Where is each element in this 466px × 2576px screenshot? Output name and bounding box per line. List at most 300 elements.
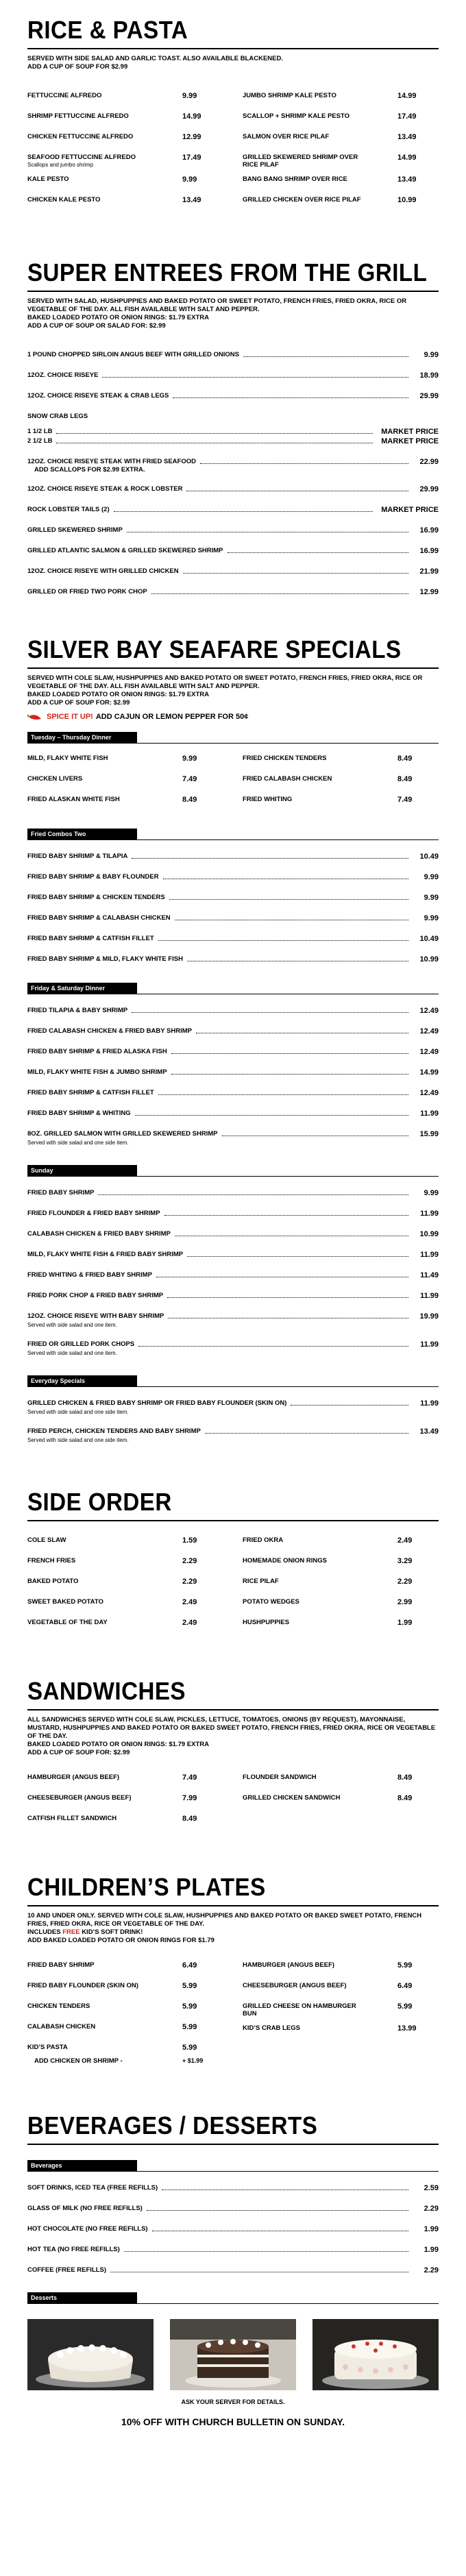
title-rule: [27, 667, 439, 669]
item-name: [27, 775, 147, 783]
section-description: 10 AND UNDER ONLY. SERVED WITH COLE SLAW, HUSHPUPPIES AND BAKED POTATO OR BAKED SWEET POTATO, FRENCH FRIES, FRIED OKRA, RICE OR VEGETABLE OF THE DAY.: [27, 1912, 422, 1928]
item-name: [27, 1340, 134, 1358]
item-name-text: GRILLED ATLANTIC SALMON & GRILLED SKEWERED SHRIMP: [27, 547, 223, 554]
drink-text: KID’S SOFT DRINK!: [82, 1928, 143, 1936]
item-price: 9.99: [424, 873, 439, 881]
section-description: ALL SANDWICHES SERVED WITH COLE SLAW, PICKLES, LETTUCE, TOMATOES, ONIONS (BY REQUEST), MAYONNAISE, MUSTARD, HUSHPUPPIES AND BAKED POTATO OR BAKED SWEET POTATO, FRENCH FRIES, FRIED OKRA, RICE OR VEGETABLE OF THE DAY.: [27, 1716, 436, 1740]
menu-column-items: [27, 1961, 223, 2064]
dot-leader: [169, 894, 408, 900]
item-name: [27, 154, 147, 169]
item-name: [243, 1619, 363, 1626]
item-price: 22.99: [419, 458, 439, 466]
item-name: [243, 112, 363, 120]
item-name-text: FRIED BABY SHRIMP: [27, 1189, 95, 1197]
dot-leader: [243, 351, 408, 357]
side-order-section: [27, 1488, 439, 1639]
item-name-text: HOMEMADE ONION RINGS: [243, 1557, 327, 1565]
item-name: [27, 2023, 147, 2031]
menu-item: [27, 1109, 439, 1119]
item-name: [243, 796, 363, 803]
item-note: Served with side salad and one side item.: [27, 1437, 129, 1443]
section-description: BAKED LOADED POTATO OR ONION RINGS: $1.79 EXTRA: [27, 691, 209, 698]
item-price: 8.49: [397, 755, 413, 763]
item-price: 10.99: [419, 955, 439, 964]
item-name-text: FRIED BABY SHRIMP & CHICKEN TENDERS: [27, 894, 165, 901]
item-price: 10.99: [397, 196, 417, 204]
menu-item: [27, 1399, 439, 1416]
menu-item: [27, 1007, 439, 1016]
item-name: [27, 2002, 147, 2010]
item-name: [27, 2044, 147, 2051]
menu-item: [27, 2225, 439, 2235]
item-price: 7.99: [182, 1794, 197, 1802]
item-name-text: FRIED TILAPIA & BABY SHRIMP: [27, 1007, 128, 1014]
item-price: 16.99: [419, 547, 439, 555]
item-name-text: GRILLED CHICKEN & FRIED BABY SHRIMP OR FRIED BABY FLOUNDER (SKIN ON): [27, 1399, 287, 1407]
menu-item: [27, 914, 439, 924]
menu-item: [27, 526, 439, 536]
menu-grid: [27, 1536, 439, 1639]
menu-item: [27, 92, 223, 106]
menu-item: [243, 1536, 439, 1550]
item-price: 2.49: [182, 1619, 197, 1627]
item-price: MARKET PRICE: [381, 437, 439, 445]
item-name: [243, 1578, 363, 1585]
menu-column-left: [27, 755, 223, 816]
item-name-text: KID’S PASTA: [27, 2044, 68, 2051]
menu-item: [27, 1189, 439, 1199]
item-name-text: FRENCH FRIES: [27, 1557, 76, 1565]
menu-item: [27, 1427, 439, 1445]
item-name-text: KALE PESTO: [27, 175, 69, 183]
menu-item: [27, 1982, 223, 1996]
item-name-text: SOFT DRINKS, ICED TEA (FREE REFILLS): [27, 2184, 158, 2192]
item-name: [27, 755, 147, 762]
item-price: 11.99: [420, 1292, 439, 1300]
item-name: [243, 1961, 363, 1969]
item-name-text: VEGETABLE OF THE DAY: [27, 1619, 108, 1626]
section-description: ADD A CUP OF SOUP FOR: $2.99: [27, 699, 130, 707]
item-name: [243, 154, 363, 169]
menu-column-left: [27, 92, 223, 217]
menu-item: [27, 935, 439, 944]
item-name-text: SHRIMP FETTUCCINE ALFREDO: [27, 112, 129, 120]
label-rule: [27, 743, 439, 744]
menu-list: [27, 2184, 439, 2276]
item-price: 21.99: [419, 567, 439, 576]
item-price: 8.49: [182, 1815, 197, 1823]
item-note: Scallops and jumbo shrimp: [27, 162, 94, 168]
dot-leader: [164, 1210, 408, 1216]
title-rule: [27, 1709, 439, 1710]
item-name: [243, 196, 363, 204]
menu-column-right: [243, 1774, 439, 1835]
friday-label: Friday & Saturday Dinner: [27, 983, 137, 994]
menu-item: [27, 1774, 223, 1787]
frosted-cake-image: [312, 2319, 439, 2390]
item-name-text: CHICKEN TENDERS: [27, 2002, 90, 2010]
menu-item: [243, 175, 439, 189]
item-price: 13.49: [419, 1427, 439, 1436]
item-name: [27, 1774, 147, 1781]
menu-item: [27, 1230, 439, 1240]
item-name-text: FRIED BABY SHRIMP & WHITING: [27, 1109, 131, 1117]
dot-leader: [114, 506, 373, 512]
menu-item-snow-crab-small: [27, 428, 439, 437]
section-title: SUPER ENTREES FROM THE GRILL: [27, 258, 428, 286]
item-price: 7.49: [397, 796, 413, 804]
section-description: ADD A CUP OF SOUP OR SALAD FOR: $2.99: [27, 322, 166, 330]
item-name: [27, 547, 223, 555]
menu-grid: [27, 92, 439, 217]
item-name: [27, 1815, 147, 1822]
item-name-text: GRILLED CHICKEN OVER RICE PILAF: [243, 196, 361, 204]
item-name-text: SCALLOP + SHRIMP KALE PESTO: [243, 112, 350, 120]
item-name: ADD CHICKEN OR SHRIMP -: [34, 2057, 123, 2065]
item-price: 12.99: [182, 133, 201, 141]
section-description: ADD A CUP OF SOUP FOR: $2.99: [27, 1749, 130, 1756]
dot-leader: [138, 1340, 408, 1347]
item-name: [27, 485, 182, 493]
menu-item: [243, 1619, 439, 1632]
item-name-text: CHICKEN KALE PESTO: [27, 196, 101, 204]
item-price: 6.49: [182, 1961, 197, 1970]
item-name-text: FRIED OKRA: [243, 1536, 284, 1544]
item-name-text: FRIED BABY SHRIMP & CATFISH FILLET: [27, 935, 154, 942]
menu-item: [27, 2184, 439, 2194]
item-name: [27, 371, 98, 380]
item-price: 14.99: [182, 112, 201, 121]
menu-item: [243, 2024, 439, 2038]
label-rule: [27, 839, 439, 840]
item-note: Served with side salad and one item.: [27, 1322, 117, 1328]
dot-leader: [175, 914, 408, 920]
item-name: [27, 1557, 147, 1565]
menu-item: [243, 1982, 439, 1996]
item-name-text: FRIED WHITING & FRIED BABY SHRIMP: [27, 1271, 152, 1279]
item-name: [27, 1007, 127, 1015]
item-price: 14.99: [397, 154, 417, 162]
dot-leader: [171, 1068, 408, 1075]
section-description: [27, 1928, 439, 1937]
menu-item: [27, 2266, 439, 2276]
dot-leader: [124, 2246, 408, 2252]
item-name-text: JUMBO SHRIMP KALE PESTO: [243, 92, 336, 99]
menu-item: [243, 2002, 439, 2017]
menu-item: [243, 154, 439, 169]
sandwiches-section: [27, 1678, 439, 1835]
menu-item: [27, 458, 439, 474]
item-price: 10.49: [419, 935, 439, 943]
item-name: [27, 2266, 106, 2274]
dot-leader: [162, 2184, 408, 2190]
item-name: [27, 112, 147, 120]
menu-column-left: [27, 1536, 223, 1639]
item-name: [27, 1230, 171, 1238]
item-price: 9.99: [182, 755, 197, 763]
item-name-text: HOT CHOCOLATE (NO FREE REFILLS): [27, 2225, 148, 2233]
section-title: BEVERAGES / DESSERTS: [27, 2111, 318, 2139]
item-price: 12.49: [419, 1007, 439, 1015]
menu-item: [27, 506, 439, 515]
dot-leader: [163, 873, 408, 879]
dot-leader: [152, 2225, 408, 2231]
item-name-text: HOT TEA (NO FREE REFILLS): [27, 2246, 120, 2253]
item-name: [27, 196, 147, 204]
menu-list: [27, 1399, 439, 1445]
item-name: [27, 1598, 147, 1606]
item-name-text: HAMBURGER (ANGUS BEEF): [27, 1774, 120, 1781]
item-name: 1 1/2 LB: [27, 428, 53, 435]
super-entrees-section: [27, 259, 439, 598]
menu-item: [27, 1251, 439, 1260]
section-description: SERVED WITH COLE SLAW, HUSHPUPPIES AND BAKED POTATO OR SWEET POTATO, FRENCH FRIES, FRIED OKRA, RICE OR VEGETABLE OF THE DAY. ALL FISH AVAILABLE WITH SALT AND PEPPER.: [27, 674, 423, 690]
menu-item: [27, 112, 223, 126]
dot-leader: [183, 567, 408, 574]
menu-list: [27, 1007, 439, 1147]
item-price: 14.99: [419, 1068, 439, 1077]
dot-leader: [171, 1048, 408, 1054]
menu-item: [27, 894, 439, 903]
menu-grid: [27, 755, 439, 816]
dot-leader: [205, 1427, 408, 1434]
dot-leader: [132, 852, 408, 859]
menu-item: [27, 392, 439, 402]
item-name-text: 12OZ. CHOICE RISEYE: [27, 371, 99, 379]
item-name: [27, 894, 165, 902]
dot-leader: [102, 371, 408, 378]
title-rule: [27, 291, 439, 292]
dot-leader: [56, 437, 373, 443]
item-name-text: FRIED BABY SHRIMP & CALABASH CHICKEN: [27, 914, 171, 922]
item-price: 9.99: [182, 92, 197, 100]
item-name-text: CHICKEN FETTUCCINE ALFREDO: [27, 133, 134, 140]
menu-item: [27, 588, 439, 598]
menu-item: [27, 351, 439, 360]
item-name: [27, 873, 159, 881]
childrens-plates-section: [27, 1874, 439, 2078]
menu-column-right: [243, 1961, 439, 2078]
item-name: [27, 1312, 164, 1329]
item-name: [27, 1982, 147, 1989]
menu-item: [27, 133, 223, 147]
dot-leader: [56, 428, 373, 434]
item-price: 12.49: [419, 1027, 439, 1035]
menu-item: [27, 852, 439, 862]
item-price: 8.49: [397, 1794, 413, 1802]
item-price: 8.49: [182, 796, 197, 804]
item-name: [243, 1774, 363, 1781]
item-price: 11.99: [420, 1340, 439, 1349]
item-name-text: GRILLED SKEWERED SHRIMP: [27, 526, 123, 534]
item-price: 16.99: [419, 526, 439, 535]
menu-item: [27, 1557, 223, 1571]
menu-list: [27, 351, 439, 402]
item-name: [27, 1089, 154, 1097]
item-price: 1.99: [424, 2225, 439, 2233]
item-name: [243, 92, 363, 99]
menu-item: [27, 1598, 223, 1612]
item-price: 3.29: [397, 1557, 413, 1565]
item-price: 9.99: [424, 914, 439, 922]
everyday-label: Everyday Specials: [27, 1375, 137, 1386]
item-name: [27, 458, 196, 474]
menu-item: [27, 567, 439, 577]
menu-item: [27, 1068, 439, 1078]
item-name-text: FLOUNDER SANDWICH: [243, 1774, 317, 1781]
item-price: 5.99: [182, 2002, 197, 2011]
item-name: [243, 2002, 363, 2017]
item-name-text: 12OZ. CHOICE RISEYE WITH GRILLED CHICKEN: [27, 567, 179, 575]
dot-leader: [200, 458, 408, 464]
menu-item: [243, 133, 439, 147]
item-price: 19.99: [419, 1312, 439, 1321]
item-name: [27, 1619, 147, 1626]
item-name-text: FRIED BABY SHRIMP & MILD, FLAKY WHITE FISH: [27, 955, 183, 963]
menu-item: [27, 775, 223, 789]
menu-item: [243, 92, 439, 106]
item-name-text: FRIED BABY SHRIMP & CATFISH FILLET: [27, 1089, 154, 1096]
item-name-text: FRIED BABY SHRIMP: [27, 1961, 95, 1969]
menu-item: [27, 796, 223, 809]
item-price: 9.99: [424, 1189, 439, 1197]
menu-column-right: [243, 755, 439, 816]
item-price: 9.99: [424, 894, 439, 902]
item-price: 14.99: [397, 92, 417, 100]
item-price: 5.99: [182, 1982, 197, 1990]
item-name-text: 12OZ. CHOICE RISEYE WITH BABY SHRIMP: [27, 1312, 164, 1320]
item-price: 12.49: [419, 1089, 439, 1097]
item-name-text: 12OZ. CHOICE RISEYE STEAK WITH FRIED SEAFOOD: [27, 458, 196, 465]
item-price: 9.99: [182, 175, 197, 184]
item-name: [243, 1536, 363, 1544]
item-price: 2.29: [424, 2205, 439, 2213]
title-rule: [27, 1905, 439, 1906]
spice-text: ADD CAJUN OR LEMON PEPPER FOR 50¢: [95, 713, 249, 721]
item-price: + $1.99: [182, 2057, 204, 2064]
item-name-text: FRIED CALABASH CHICKEN & FRIED BABY SHRIMP: [27, 1027, 192, 1035]
section-description: ADD BAKED LOADED POTATO OR ONION RINGS FOR $1.79: [27, 1937, 214, 1944]
item-price: 15.99: [419, 1130, 439, 1138]
item-name-text: HUSHPUPPIES: [243, 1619, 290, 1626]
includes-text: INCLUDES: [27, 1928, 61, 1936]
item-name-text: FRIED BABY SHRIMP & BABY FLOUNDER: [27, 873, 159, 881]
menu-list: [27, 1189, 439, 1358]
add-chicken-shrimp: [27, 2057, 223, 2071]
item-name: [27, 1794, 147, 1802]
item-name-text: CHEESEBURGER (ANGUS BEEF): [27, 1794, 132, 1802]
item-name: [27, 1109, 131, 1118]
item-name: [27, 2184, 158, 2192]
layer-cake-image: [170, 2319, 296, 2390]
menu-item: [27, 485, 439, 495]
item-name-text: FRIED BABY FLOUNDER (SKIN ON): [27, 1982, 138, 1989]
item-name-text: FRIED PORK CHOP & FRIED BABY SHRIMP: [27, 1292, 164, 1299]
item-name-text: SWEET BAKED POTATO: [27, 1598, 103, 1606]
dot-leader: [196, 1027, 408, 1033]
dot-leader: [175, 1230, 408, 1236]
menu-item: [27, 2002, 223, 2016]
item-price: 7.49: [182, 775, 197, 783]
item-name-text: FRIED FLOUNDER & FRIED BABY SHRIMP: [27, 1210, 160, 1217]
dot-leader: [186, 485, 408, 491]
item-name-text: 8OZ. GRILLED SALMON WITH GRILLED SKEWERED SHRIMP: [27, 1130, 218, 1138]
item-name: [27, 1251, 183, 1259]
item-name: [27, 1292, 163, 1300]
dot-leader: [167, 1292, 408, 1298]
section-title: SANDWICHES: [27, 1677, 186, 1705]
item-price: 11.49: [420, 1271, 439, 1279]
label-rule: [27, 1386, 439, 1387]
spice-it-up-note: [27, 713, 439, 721]
dot-leader: [173, 392, 408, 398]
item-name: [27, 1536, 147, 1544]
item-note: Served with side salad and one item.: [27, 1350, 117, 1356]
menu-item: [27, 1794, 223, 1808]
item-name: [27, 392, 169, 400]
section-description: BAKED LOADED POTATO OR ONION RINGS: $1.79 EXTRA: [27, 314, 209, 321]
item-price: 2.29: [182, 1578, 197, 1586]
item-name-text: GLASS OF MILK (NO FREE REFILLS): [27, 2205, 143, 2212]
dot-leader: [151, 588, 408, 594]
dot-leader: [187, 955, 408, 961]
beverages-desserts-section: [27, 2112, 439, 2427]
item-price: 1.99: [397, 1619, 413, 1627]
item-name: [27, 852, 127, 861]
item-name: [243, 1794, 363, 1802]
item-price: 2.49: [397, 1536, 413, 1545]
dot-leader: [187, 1251, 408, 1257]
menu-item: [27, 1619, 223, 1632]
item-name: [27, 175, 147, 183]
dot-leader: [168, 1312, 408, 1318]
chili-pepper-icon: [27, 713, 42, 721]
item-name: [27, 1027, 192, 1035]
item-name: [27, 935, 154, 943]
item-name-text: CALABASH CHICKEN & FRIED BABY SHRIMP: [27, 1230, 171, 1238]
item-price: 11.99: [420, 1251, 439, 1259]
menu-item: [243, 1774, 439, 1787]
section-title: SIDE ORDER: [27, 1488, 172, 1516]
item-name: [27, 567, 179, 576]
item-name-text: MILD, FLAKY WHITE FISH & FRIED BABY SHRIMP: [27, 1251, 184, 1258]
church-discount-note: 10% OFF WITH CHURCH BULLETIN ON SUNDAY.: [121, 2416, 345, 2427]
item-name-text: FRIED WHITING: [243, 796, 293, 803]
item-name: [27, 1130, 218, 1147]
item-name: [243, 175, 363, 183]
item-price: 7.49: [182, 1774, 197, 1782]
item-price: 17.49: [182, 154, 201, 162]
item-price: 8.49: [397, 1774, 413, 1782]
menu-item: [243, 796, 439, 809]
menu-item-snow-crab: [27, 413, 439, 422]
menu-item: [27, 1130, 439, 1147]
item-name-text: CHICKEN LIVERS: [27, 775, 83, 783]
item-name: [27, 1427, 201, 1445]
item-name-text: 1 POUND CHOPPED SIRLOIN ANGUS BEEF WITH GRILLED ONIONS: [27, 351, 239, 358]
menu-item: [27, 1340, 439, 1358]
item-price: 11.99: [420, 1399, 439, 1408]
label-rule: [27, 2303, 439, 2304]
item-name: [27, 1271, 152, 1279]
item-name: [27, 1578, 147, 1585]
item-name-text: FRIED OR GRILLED PORK CHOPS: [27, 1340, 135, 1348]
item-name-text: MILD, FLAKY WHITE FISH & JUMBO SHRIMP: [27, 1068, 167, 1076]
item-name-text: KID’S CRAB LEGS: [243, 2024, 300, 2032]
item-price: 2.49: [182, 1598, 197, 1606]
spice-label: SPICE IT UP!: [47, 713, 93, 721]
item-name: [243, 755, 363, 762]
